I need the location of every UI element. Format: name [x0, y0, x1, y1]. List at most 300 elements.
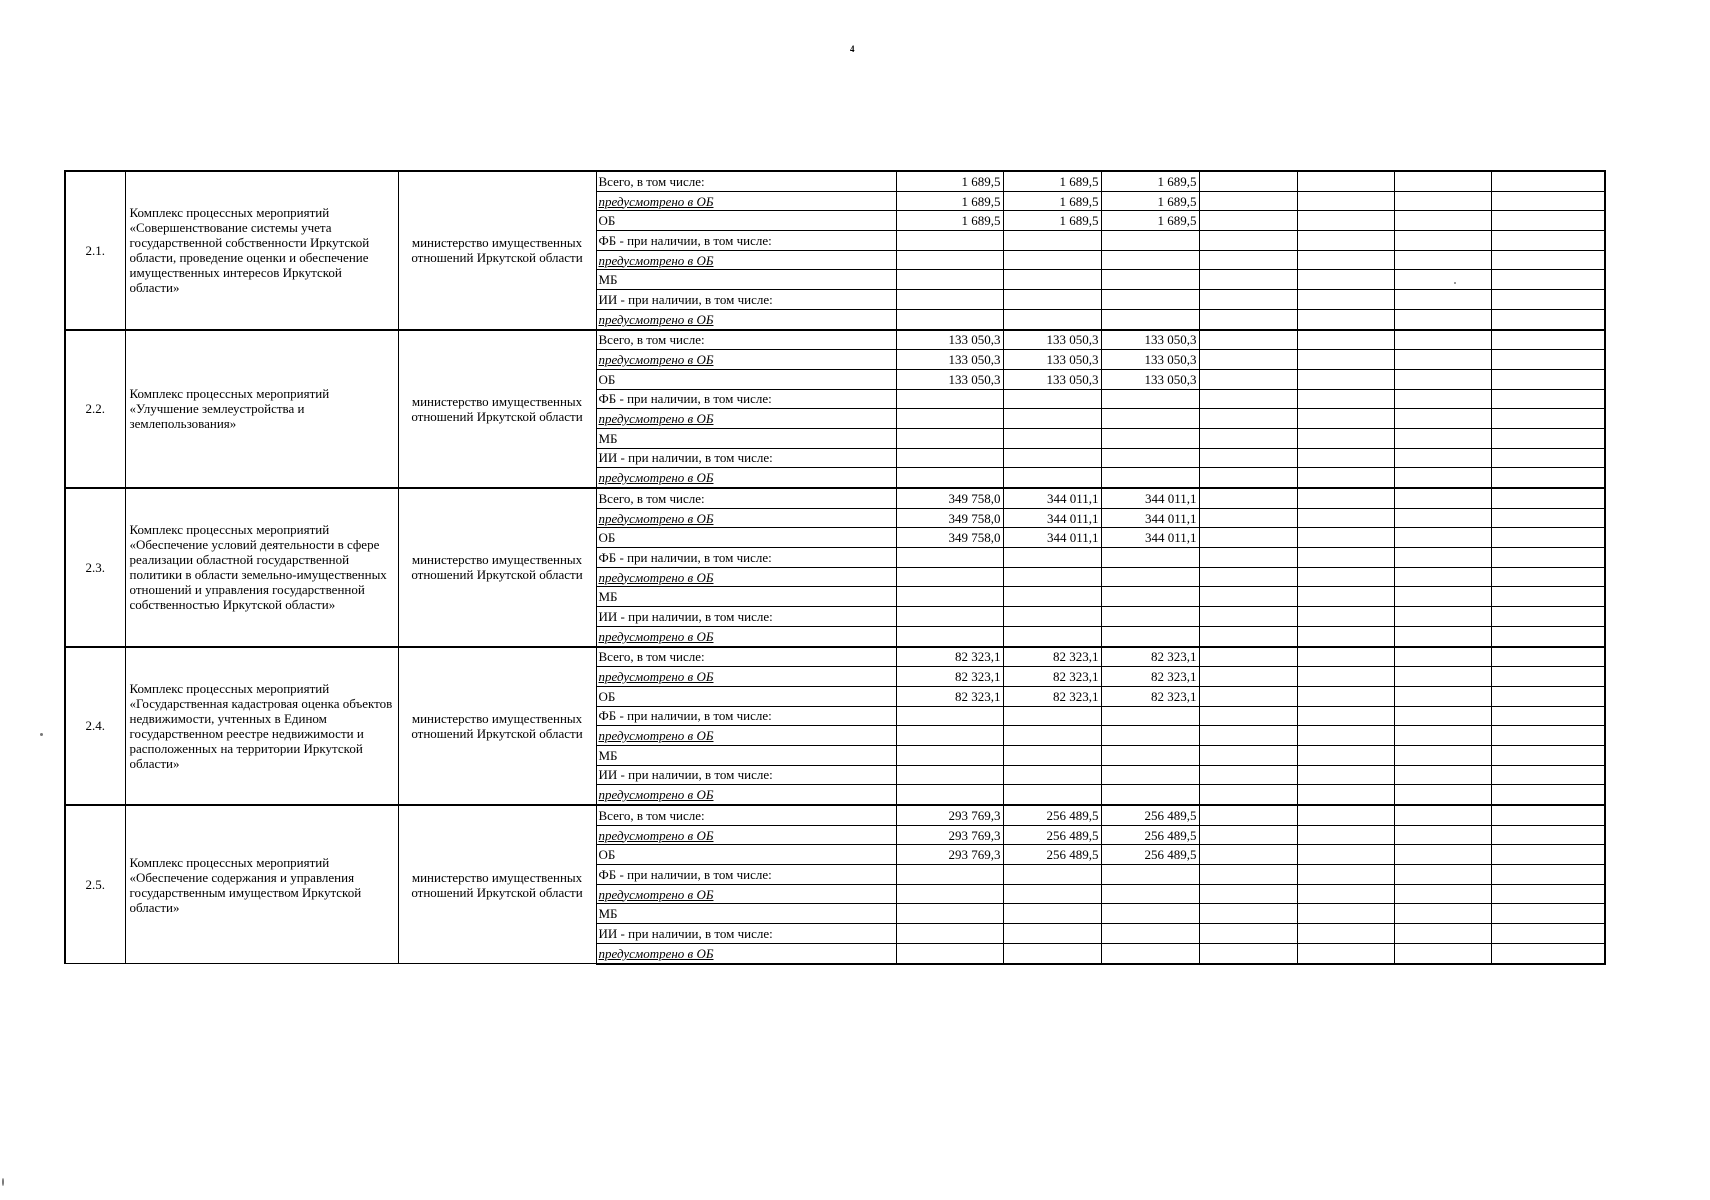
amount-cell: [1003, 904, 1101, 924]
amount-cell: [1101, 865, 1199, 885]
amount-cell: 1 689,5: [1101, 211, 1199, 231]
amount-cell: [1491, 785, 1605, 805]
amount-cell: [1297, 884, 1394, 904]
funding-source: ФБ - при наличии, в том числе:: [596, 231, 896, 251]
amount-cell: [1297, 785, 1394, 805]
amount-cell: 82 323,1: [1003, 647, 1101, 667]
amount-cell: [1003, 587, 1101, 607]
amount-cell: [896, 745, 1003, 765]
amount-cell: [1491, 508, 1605, 528]
amount-cell: [1491, 706, 1605, 726]
amount-cell: [1491, 904, 1605, 924]
amount-cell: [1394, 330, 1491, 350]
amount-cell: [1101, 924, 1199, 944]
amount-cell: [1199, 350, 1297, 370]
amount-cell: [1394, 548, 1491, 568]
amount-cell: [1199, 865, 1297, 885]
amount-cell: [1491, 211, 1605, 231]
amount-cell: [1297, 171, 1394, 191]
amount-cell: 133 050,3: [896, 330, 1003, 350]
amount-cell: [1101, 428, 1199, 448]
amount-cell: [896, 943, 1003, 963]
amount-cell: [1297, 369, 1394, 389]
funding-source: предусмотрено в ОБ: [596, 884, 896, 904]
amount-cell: [1491, 448, 1605, 468]
amount-cell: [1101, 706, 1199, 726]
entry-name: Комплекс процессных мероприятий «Государственная кадастровая оценка объектов недвижимости, учтенных в Едином государственном реестре недвижимости и расположенных на территории Иркутской области»: [125, 647, 398, 806]
amount-cell: [1297, 250, 1394, 270]
amount-cell: [1199, 448, 1297, 468]
funding-source: Всего, в том числе:: [596, 805, 896, 825]
amount-cell: [1199, 825, 1297, 845]
amount-cell: [1394, 686, 1491, 706]
amount-cell: [1297, 309, 1394, 329]
table-row: [65, 488, 1605, 508]
amount-cell: 293 769,3: [896, 805, 1003, 825]
amount-cell: [1101, 250, 1199, 270]
amount-cell: [1003, 865, 1101, 885]
amount-cell: [1394, 726, 1491, 746]
amount-cell: 1 689,5: [896, 191, 1003, 211]
amount-cell: 256 489,5: [1003, 825, 1101, 845]
amount-cell: [1297, 607, 1394, 627]
amount-cell: 349 758,0: [896, 488, 1003, 508]
amount-cell: [1394, 785, 1491, 805]
responsible-executor: министерство имущественных отношений Иркутской области: [398, 171, 596, 330]
amount-cell: 133 050,3: [896, 369, 1003, 389]
funding-source: предусмотрено в ОБ: [596, 567, 896, 587]
amount-cell: [1199, 428, 1297, 448]
page-number: 4: [850, 44, 855, 54]
responsible-executor: министерство имущественных отношений Иркутской области: [398, 488, 596, 647]
amount-cell: [1003, 468, 1101, 488]
amount-cell: [1491, 350, 1605, 370]
amount-cell: [1297, 191, 1394, 211]
scan-speck: [40, 733, 43, 736]
funding-source: Всего, в том числе:: [596, 171, 896, 191]
amount-cell: [896, 448, 1003, 468]
amount-cell: [1394, 250, 1491, 270]
amount-cell: [1491, 825, 1605, 845]
amount-cell: [896, 904, 1003, 924]
amount-cell: [1297, 270, 1394, 290]
entry-name: Комплекс процессных мероприятий «Улучшение землеустройства и землепользования»: [125, 330, 398, 489]
funding-source: ОБ: [596, 528, 896, 548]
amount-cell: 82 323,1: [1101, 647, 1199, 667]
funding-source: ОБ: [596, 686, 896, 706]
funding-source: ФБ - при наличии, в том числе:: [596, 389, 896, 409]
amount-cell: [1199, 369, 1297, 389]
amount-cell: [896, 607, 1003, 627]
amount-cell: [1394, 350, 1491, 370]
budget-table: [64, 170, 1606, 965]
amount-cell: [1003, 706, 1101, 726]
amount-cell: [896, 548, 1003, 568]
amount-cell: [1297, 448, 1394, 468]
amount-cell: [1491, 250, 1605, 270]
amount-cell: [1003, 607, 1101, 627]
amount-cell: [896, 468, 1003, 488]
amount-cell: [1297, 488, 1394, 508]
amount-cell: [1101, 448, 1199, 468]
entry-name: Комплекс процессных мероприятий «Обеспечение содержания и управления государственным имуществом Иркутской области»: [125, 805, 398, 964]
funding-source: ОБ: [596, 211, 896, 231]
amount-cell: [1394, 528, 1491, 548]
amount-cell: [1199, 290, 1297, 310]
amount-cell: [1394, 211, 1491, 231]
amount-cell: [1394, 448, 1491, 468]
amount-cell: [1199, 409, 1297, 429]
amount-cell: [896, 389, 1003, 409]
amount-cell: 256 489,5: [1003, 805, 1101, 825]
amount-cell: [1491, 171, 1605, 191]
entry-number: 2.4.: [65, 647, 125, 806]
amount-cell: [1199, 805, 1297, 825]
amount-cell: 82 323,1: [1101, 667, 1199, 687]
amount-cell: [1101, 607, 1199, 627]
amount-cell: [1491, 865, 1605, 885]
funding-source: МБ: [596, 270, 896, 290]
amount-cell: [896, 567, 1003, 587]
amount-cell: [1003, 409, 1101, 429]
amount-cell: [1491, 647, 1605, 667]
amount-cell: [1297, 528, 1394, 548]
amount-cell: 133 050,3: [896, 350, 1003, 370]
funding-source: ИИ - при наличии, в том числе:: [596, 448, 896, 468]
amount-cell: [1199, 389, 1297, 409]
funding-source: предусмотрено в ОБ: [596, 309, 896, 329]
amount-cell: [1491, 428, 1605, 448]
amount-cell: [1199, 745, 1297, 765]
amount-cell: 133 050,3: [1101, 350, 1199, 370]
funding-source: предусмотрено в ОБ: [596, 825, 896, 845]
funding-source: предусмотрено в ОБ: [596, 943, 896, 963]
amount-cell: [1491, 231, 1605, 251]
amount-cell: [1003, 626, 1101, 646]
amount-cell: [1394, 409, 1491, 429]
amount-cell: [1199, 904, 1297, 924]
funding-source: МБ: [596, 587, 896, 607]
amount-cell: [1101, 765, 1199, 785]
funding-source: ИИ - при наличии, в том числе:: [596, 765, 896, 785]
amount-cell: [1003, 389, 1101, 409]
amount-cell: [1394, 865, 1491, 885]
amount-cell: [1101, 548, 1199, 568]
funding-source: ФБ - при наличии, в том числе:: [596, 548, 896, 568]
amount-cell: [896, 309, 1003, 329]
entry-number: 2.5.: [65, 805, 125, 964]
amount-cell: [1394, 171, 1491, 191]
amount-cell: [1394, 607, 1491, 627]
table-row: [65, 330, 1605, 350]
amount-cell: 133 050,3: [1003, 330, 1101, 350]
amount-cell: [1101, 231, 1199, 251]
amount-cell: [1101, 884, 1199, 904]
funding-source: предусмотрено в ОБ: [596, 409, 896, 429]
amount-cell: [1394, 508, 1491, 528]
amount-cell: [1199, 330, 1297, 350]
amount-cell: [1297, 350, 1394, 370]
amount-cell: [1003, 548, 1101, 568]
funding-source: предусмотрено в ОБ: [596, 667, 896, 687]
amount-cell: [1101, 904, 1199, 924]
amount-cell: [1491, 191, 1605, 211]
scan-speck: [1454, 282, 1456, 284]
amount-cell: [1394, 191, 1491, 211]
amount-cell: [1394, 706, 1491, 726]
funding-source: Всего, в том числе:: [596, 330, 896, 350]
amount-cell: [1394, 290, 1491, 310]
amount-cell: [1101, 270, 1199, 290]
amount-cell: [896, 865, 1003, 885]
amount-cell: [1199, 765, 1297, 785]
amount-cell: [1199, 726, 1297, 746]
responsible-executor: министерство имущественных отношений Иркутской области: [398, 330, 596, 489]
amount-cell: 256 489,5: [1101, 845, 1199, 865]
funding-source: Всего, в том числе:: [596, 647, 896, 667]
amount-cell: [1297, 706, 1394, 726]
table-row: [65, 171, 1605, 191]
amount-cell: [896, 231, 1003, 251]
funding-source: ИИ - при наличии, в том числе:: [596, 924, 896, 944]
amount-cell: 133 050,3: [1101, 330, 1199, 350]
funding-source: МБ: [596, 745, 896, 765]
amount-cell: 1 689,5: [1003, 171, 1101, 191]
amount-cell: [1003, 448, 1101, 468]
amount-cell: [1199, 686, 1297, 706]
amount-cell: [1297, 548, 1394, 568]
amount-cell: [1394, 765, 1491, 785]
amount-cell: [1394, 488, 1491, 508]
funding-source: ИИ - при наличии, в том числе:: [596, 607, 896, 627]
amount-cell: 1 689,5: [1101, 191, 1199, 211]
amount-cell: [1394, 943, 1491, 963]
amount-cell: [1394, 924, 1491, 944]
funding-source: предусмотрено в ОБ: [596, 785, 896, 805]
amount-cell: [1394, 369, 1491, 389]
entry-name: Комплекс процессных мероприятий «Совершенствование системы учета государственной собственности Иркутской области, проведение оценки и обеспечение имущественных интересов Иркутской области»: [125, 171, 398, 330]
amount-cell: [1297, 468, 1394, 488]
amount-cell: 82 323,1: [896, 647, 1003, 667]
amount-cell: [1394, 231, 1491, 251]
amount-cell: [1394, 389, 1491, 409]
amount-cell: [1199, 587, 1297, 607]
funding-source: предусмотрено в ОБ: [596, 191, 896, 211]
amount-cell: [1199, 785, 1297, 805]
funding-source: предусмотрено в ОБ: [596, 350, 896, 370]
amount-cell: 133 050,3: [1003, 350, 1101, 370]
amount-cell: [1199, 468, 1297, 488]
amount-cell: [1297, 765, 1394, 785]
amount-cell: [1394, 428, 1491, 448]
amount-cell: [1394, 884, 1491, 904]
amount-cell: [1297, 667, 1394, 687]
amount-cell: [1394, 626, 1491, 646]
amount-cell: [1394, 647, 1491, 667]
amount-cell: [1199, 567, 1297, 587]
amount-cell: [1491, 745, 1605, 765]
funding-source: Всего, в том числе:: [596, 488, 896, 508]
amount-cell: 344 011,1: [1101, 488, 1199, 508]
amount-cell: 344 011,1: [1101, 508, 1199, 528]
amount-cell: [1003, 785, 1101, 805]
amount-cell: [1297, 686, 1394, 706]
amount-cell: [1297, 587, 1394, 607]
amount-cell: [1297, 409, 1394, 429]
amount-cell: [1297, 865, 1394, 885]
amount-cell: [1101, 745, 1199, 765]
amount-cell: 349 758,0: [896, 528, 1003, 548]
funding-source: ФБ - при наличии, в том числе:: [596, 706, 896, 726]
amount-cell: 344 011,1: [1003, 488, 1101, 508]
amount-cell: 293 769,3: [896, 825, 1003, 845]
amount-cell: [1394, 270, 1491, 290]
amount-cell: [1199, 943, 1297, 963]
amount-cell: [1491, 488, 1605, 508]
amount-cell: [1003, 231, 1101, 251]
responsible-executor: министерство имущественных отношений Иркутской области: [398, 647, 596, 806]
amount-cell: [1491, 567, 1605, 587]
funding-source: предусмотрено в ОБ: [596, 468, 896, 488]
funding-source: ИИ - при наличии, в том числе:: [596, 290, 896, 310]
amount-cell: [896, 626, 1003, 646]
amount-cell: [1101, 567, 1199, 587]
amount-cell: 344 011,1: [1003, 528, 1101, 548]
amount-cell: [1297, 428, 1394, 448]
amount-cell: [1199, 845, 1297, 865]
amount-cell: [896, 290, 1003, 310]
amount-cell: 133 050,3: [1003, 369, 1101, 389]
responsible-executor: министерство имущественных отношений Иркутской области: [398, 805, 596, 964]
amount-cell: [1101, 587, 1199, 607]
amount-cell: [1491, 686, 1605, 706]
amount-cell: [1394, 845, 1491, 865]
amount-cell: [1199, 250, 1297, 270]
amount-cell: 82 323,1: [1003, 686, 1101, 706]
amount-cell: [896, 428, 1003, 448]
amount-cell: [1394, 904, 1491, 924]
amount-cell: [1491, 587, 1605, 607]
amount-cell: [896, 884, 1003, 904]
amount-cell: [1394, 745, 1491, 765]
amount-cell: 1 689,5: [896, 171, 1003, 191]
entry-number: 2.3.: [65, 488, 125, 647]
amount-cell: 256 489,5: [1003, 845, 1101, 865]
amount-cell: [1003, 309, 1101, 329]
entry-name: Комплекс процессных мероприятий «Обеспечение условий деятельности в сфере реализации областной государственной политики в области земельно-имущественных отношений и управления государственной собственностью Иркутской области»: [125, 488, 398, 647]
amount-cell: [1297, 647, 1394, 667]
amount-cell: [1003, 567, 1101, 587]
amount-cell: [1491, 309, 1605, 329]
amount-cell: [1491, 409, 1605, 429]
amount-cell: [1297, 231, 1394, 251]
amount-cell: [1297, 290, 1394, 310]
amount-cell: [1297, 943, 1394, 963]
amount-cell: [1199, 607, 1297, 627]
amount-cell: [1199, 924, 1297, 944]
amount-cell: [1491, 924, 1605, 944]
table-body: [65, 171, 1605, 964]
amount-cell: [896, 706, 1003, 726]
amount-cell: [1297, 924, 1394, 944]
amount-cell: [1003, 428, 1101, 448]
amount-cell: [896, 587, 1003, 607]
amount-cell: [1491, 528, 1605, 548]
amount-cell: [1199, 191, 1297, 211]
amount-cell: [1101, 409, 1199, 429]
amount-cell: [1297, 626, 1394, 646]
amount-cell: [1491, 270, 1605, 290]
amount-cell: [1491, 667, 1605, 687]
scan-speck: [2, 1178, 4, 1186]
amount-cell: [1491, 468, 1605, 488]
entry-number: 2.2.: [65, 330, 125, 489]
amount-cell: [1394, 309, 1491, 329]
amount-cell: [1199, 706, 1297, 726]
amount-cell: [1491, 607, 1605, 627]
amount-cell: 82 323,1: [1101, 686, 1199, 706]
amount-cell: [1297, 508, 1394, 528]
amount-cell: [896, 765, 1003, 785]
funding-source: ФБ - при наличии, в том числе:: [596, 865, 896, 885]
amount-cell: [1394, 567, 1491, 587]
amount-cell: [1199, 211, 1297, 231]
amount-cell: [1101, 389, 1199, 409]
amount-cell: 344 011,1: [1003, 508, 1101, 528]
amount-cell: [1101, 785, 1199, 805]
amount-cell: [1003, 924, 1101, 944]
table-row: [65, 805, 1605, 825]
amount-cell: [1003, 745, 1101, 765]
amount-cell: [1491, 369, 1605, 389]
amount-cell: 256 489,5: [1101, 825, 1199, 845]
amount-cell: [1199, 270, 1297, 290]
amount-cell: [1491, 389, 1605, 409]
amount-cell: [1199, 508, 1297, 528]
amount-cell: 1 689,5: [1101, 171, 1199, 191]
amount-cell: 82 323,1: [896, 686, 1003, 706]
amount-cell: [1101, 309, 1199, 329]
amount-cell: [1491, 548, 1605, 568]
amount-cell: 293 769,3: [896, 845, 1003, 865]
amount-cell: [1003, 943, 1101, 963]
amount-cell: 349 758,0: [896, 508, 1003, 528]
amount-cell: [1491, 805, 1605, 825]
amount-cell: [1491, 330, 1605, 350]
amount-cell: [1297, 745, 1394, 765]
amount-cell: [1394, 587, 1491, 607]
amount-cell: 256 489,5: [1101, 805, 1199, 825]
amount-cell: 82 323,1: [896, 667, 1003, 687]
amount-cell: [1101, 468, 1199, 488]
amount-cell: [1101, 943, 1199, 963]
amount-cell: [1491, 884, 1605, 904]
amount-cell: [896, 924, 1003, 944]
amount-cell: [1199, 884, 1297, 904]
amount-cell: [1491, 943, 1605, 963]
funding-source: МБ: [596, 904, 896, 924]
amount-cell: 1 689,5: [1003, 211, 1101, 231]
funding-source: предусмотрено в ОБ: [596, 726, 896, 746]
amount-cell: [1491, 290, 1605, 310]
amount-cell: [1003, 884, 1101, 904]
amount-cell: [1491, 845, 1605, 865]
funding-source: предусмотрено в ОБ: [596, 250, 896, 270]
amount-cell: [1297, 805, 1394, 825]
amount-cell: 1 689,5: [896, 211, 1003, 231]
amount-cell: [1199, 626, 1297, 646]
amount-cell: [1199, 171, 1297, 191]
